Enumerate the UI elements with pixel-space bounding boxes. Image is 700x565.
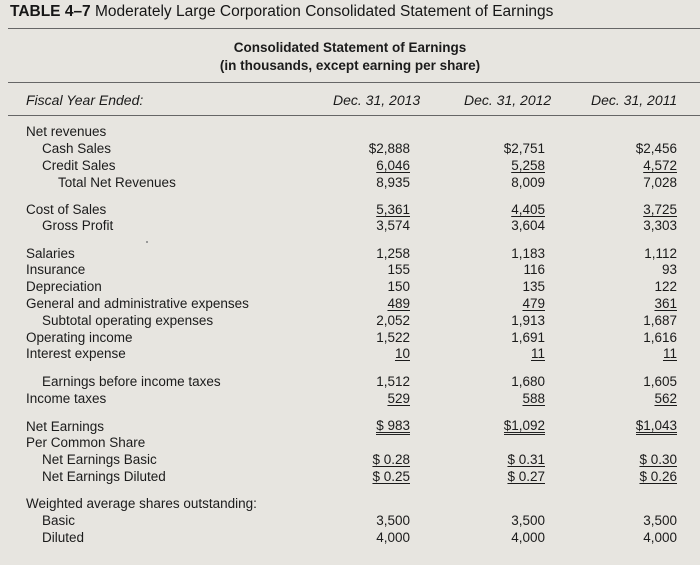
cell-2013: $ 0.28: [372, 452, 410, 467]
cell-2011: 122: [654, 279, 677, 294]
cell-2011: $ 0.30: [639, 452, 677, 467]
cell-2013: 150: [387, 279, 410, 294]
cell-2012: 1,680: [511, 374, 545, 389]
cell-2013: 155: [387, 262, 410, 277]
title-rule: [8, 28, 700, 29]
cell-2012: $1,092: [503, 418, 545, 433]
cell-2013: $ 0.25: [372, 469, 410, 484]
row-label: General and administrative expenses: [26, 296, 249, 311]
cell-2011: 93: [661, 262, 677, 277]
cell-2013: 5,361: [376, 202, 410, 217]
cell-2012: 116: [523, 262, 545, 277]
row-label: Earnings before income taxes: [42, 374, 221, 389]
row-label: Cash Sales: [42, 141, 112, 156]
cell-2011: 1,112: [644, 246, 677, 261]
fiscal-year-label: Fiscal Year Ended:: [26, 92, 144, 108]
scan-mark: [146, 241, 148, 243]
statement-heading: Consolidated Statement of Earnings: [233, 40, 467, 55]
cell-2011: 11: [662, 346, 677, 361]
row-label: Insurance: [26, 262, 86, 277]
cell-2013: 3,574: [376, 218, 410, 233]
cell-2012: 588: [522, 391, 545, 406]
cell-2013: 489: [387, 296, 410, 311]
row-label: Income taxes: [26, 391, 107, 406]
cell-2011: 3,500: [643, 513, 677, 528]
cell-2013: 6,046: [376, 158, 410, 173]
row-label: Operating income: [26, 330, 133, 345]
row-label: Net revenues: [26, 124, 107, 139]
cell-2013: 1,258: [376, 246, 410, 261]
cell-2011: 3,303: [643, 218, 677, 233]
cell-2012: 8,009: [511, 175, 545, 190]
cell-2013: 1,512: [376, 374, 410, 389]
cell-2011: 4,572: [643, 158, 677, 173]
cell-2012: 5,258: [511, 158, 545, 173]
row-label: Subtotal operating expenses: [42, 313, 214, 328]
cell-2012: 1,913: [511, 313, 545, 328]
cell-2013: 3,500: [376, 513, 410, 528]
cell-2012: 4,405: [511, 202, 545, 217]
cell-2012: 1,691: [511, 330, 545, 345]
cell-2013: 4,000: [376, 530, 410, 545]
cell-2011: 4,000: [643, 530, 677, 545]
cell-2013: $2,888: [368, 141, 410, 156]
row-label: Diluted: [42, 530, 85, 545]
cell-2011: $2,456: [635, 141, 677, 156]
row-label: Gross Profit: [42, 218, 114, 233]
cell-2013: $ 983: [376, 418, 410, 433]
cell-2011: $ 0.26: [639, 469, 677, 484]
cell-2013: 10: [394, 346, 410, 361]
cell-2011: 361: [654, 296, 677, 311]
col-header-2011: Dec. 31, 2011: [591, 92, 678, 108]
cell-2012: $2,751: [503, 141, 545, 156]
table-title-text: Moderately Large Corporation Consolidated Statement of Earnings: [95, 3, 554, 20]
cell-2013: 1,522: [376, 330, 410, 345]
cell-2012: 3,604: [511, 218, 545, 233]
row-label: Net Earnings Diluted: [42, 469, 166, 484]
statement-subheading: (in thousands, except earning per share): [219, 58, 481, 73]
cell-2012: 3,500: [511, 513, 545, 528]
cell-2012: $ 0.27: [507, 469, 545, 484]
cell-2012: $ 0.31: [507, 452, 545, 467]
table-title: [10, 3, 553, 21]
table-number: TABLE 4–7: [10, 3, 91, 20]
row-label: Total Net Revenues: [58, 175, 176, 190]
cell-2012: 479: [522, 296, 545, 311]
cell-2012: 4,000: [511, 530, 545, 545]
cell-2011: 1,616: [643, 330, 677, 345]
cell-2013: 2,052: [376, 313, 410, 328]
row-label: Salaries: [26, 246, 75, 261]
cell-2012: 135: [522, 279, 545, 294]
row-label: Weighted average shares outstanding:: [26, 496, 257, 511]
cell-2011: $1,043: [635, 418, 677, 433]
cell-2011: 1,605: [643, 374, 677, 389]
cell-2011: 1,687: [643, 313, 677, 328]
cell-2011: 3,725: [643, 202, 677, 217]
row-label: Per Common Share: [26, 435, 146, 450]
row-label: Net Earnings Basic: [42, 452, 157, 467]
cell-2011: 562: [654, 391, 677, 406]
row-label: Cost of Sales: [26, 202, 107, 217]
header-top-rule: [8, 82, 700, 83]
col-header-2013: Dec. 31, 2013: [333, 92, 421, 108]
header-bottom-rule: [8, 115, 700, 116]
row-label: Interest expense: [26, 346, 126, 361]
col-header-2012: Dec. 31, 2012: [464, 92, 552, 108]
cell-2012: 11: [530, 346, 545, 361]
row-label: Basic: [42, 513, 76, 528]
row-label: Depreciation: [26, 279, 102, 294]
cell-2013: 529: [387, 391, 410, 406]
cell-2012: 1,183: [511, 246, 545, 261]
row-label: Credit Sales: [42, 158, 116, 173]
cell-2011: 7,028: [643, 175, 677, 190]
row-label: Net Earnings: [26, 419, 105, 434]
cell-2013: 8,935: [376, 175, 410, 190]
